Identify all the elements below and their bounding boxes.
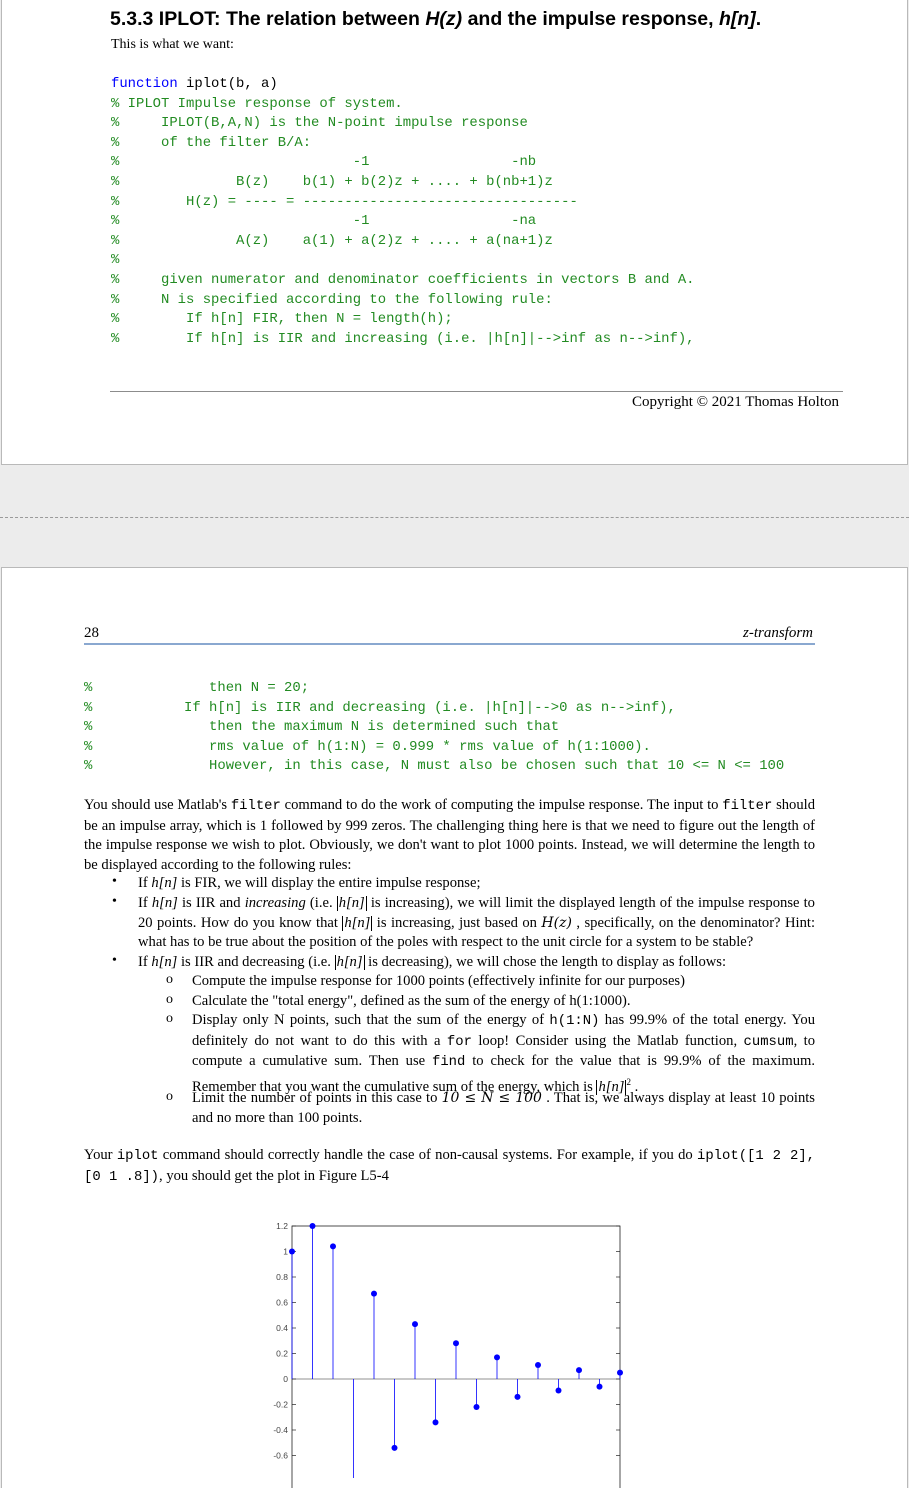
paragraph-filter: You should use Matlab's filter command to do the work of computing the impulse response. The input to filter should be an impulse array, which is 1 followed by 999 zeros. The challenging thing here is that we need to figure out the length of the impulse response we wish to plot. Obviously, we don't want to plot 1000 points. Instead, we will determine the length to be displayed according to the following rules:: [84, 797, 815, 873]
sub-bullet-icon: o: [166, 1011, 173, 1026]
y-tick-label: 0.2: [276, 1348, 288, 1359]
sub-bullet-display: Display only N points, such that the sum of the energy of h(1:N) has 99.9% of the total energy. You definitely do not want to do this with a for loop! Consider using the Matlab function, cumsum, to compute a cumulative sum. Then use find to check for the value that is 99.9% of the maximum. Remember that you want the cumulative sum of the energy, which is h[n] $^2$ .: [192, 1012, 816, 1095]
chapter-title: z-transform: [742, 625, 813, 641]
page-1: [1, 0, 908, 465]
y-tick-label: 0.4: [276, 1323, 288, 1333]
page-2: [1, 567, 908, 1488]
bullet-icon: •: [112, 874, 117, 889]
section-title: 5.3.3 IPLOT: The relation between H(z) and the impulse response, h[n].: [110, 8, 762, 30]
stem-marker: [392, 1445, 398, 1451]
lead-text: This is what we want:: [111, 37, 234, 52]
y-tick-label: -0.6: [273, 1450, 288, 1461]
bullet-icon: •: [112, 953, 117, 968]
stem-marker: [433, 1419, 439, 1425]
stem-marker: [453, 1340, 459, 1346]
page-number: 28: [84, 625, 99, 641]
y-tick-label: 0.8: [276, 1272, 288, 1282]
y-tick-label: 0: [283, 1374, 288, 1384]
stem-marker: [371, 1291, 377, 1297]
copyright: Copyright © 2021 Thomas Holton: [632, 394, 839, 410]
sub-bullet-icon: o: [166, 972, 173, 987]
stem-marker: [289, 1249, 295, 1255]
stem-marker: [576, 1367, 582, 1373]
code-block-2: % then N = 20; % If h[n] is IIR and decreasing (i.e. |h[n]|-->0 as n-->inf), % then the maximum N is determined such that % rms value of h(1:N) = 0.999 * rms value of h(1:1000). % However, in this case, N must also be chosen such that 10 <= N <= 100: [84, 680, 785, 775]
y-tick-label: 1.2: [276, 1221, 288, 1231]
bullet-icon: •: [112, 894, 117, 909]
y-tick-label: 1: [283, 1246, 288, 1257]
footer-rule: [110, 391, 843, 392]
sub-bullet-icon: o: [166, 992, 173, 1007]
y-tick-label: 0.6: [276, 1297, 288, 1308]
sub-bullet-energy: Calculate the "total energy", defined as the sum of the energy of h(1:1000).: [192, 993, 631, 1009]
paragraph-noncausal: Your iplot command should correctly handle the case of non-causal systems. For example, if you do iplot([1 2 2], [0 1 .8]), you should get the plot in Figure L5-4: [84, 1147, 815, 1185]
y-tick-label: -0.2: [273, 1399, 288, 1410]
stem-marker: [535, 1362, 541, 1368]
sub-bullet-compute: Compute the impulse response for 1000 points (effectively infinite for our purposes): [192, 973, 685, 989]
stem-marker: [556, 1387, 562, 1393]
stem-marker: [597, 1384, 603, 1390]
stem-marker: [494, 1354, 500, 1360]
bullet-iir-decreasing: If h[n] is IIR and decreasing (i.e. h[n] is decreasing), we will chose the length to display as follows:: [138, 954, 727, 970]
bullet-fir: If h[n] is FIR, we will display the entire impulse response;: [138, 875, 481, 891]
stem-marker: [474, 1404, 480, 1410]
stem-marker: [330, 1243, 336, 1249]
stem-marker: [617, 1370, 623, 1376]
impulse-response-chart: [2, 568, 908, 1488]
y-tick-label: -0.4: [273, 1425, 288, 1435]
stem-marker: [412, 1321, 418, 1327]
code-block-1: function iplot(b, a) % IPLOT Impulse response of system. % IPLOT(B,A,N) is the N-point impulse response % of the filter B/A: % -1 -nb % B(z) b(1) + b(2)z + .... + b(nb+1)z % H(z) = ---- = --------------------------------- % -1 -na % A(z) a(1) + a(2)z + .... + a(na+1)z % % given numerator and denominator coefficients in vectors B and A. % N is specified according to the following rule: % If h[n] FIR, then N = length(h); % If h[n] is IIR and increasing (i.e. |h[n]|-->inf as n-->inf),: [111, 76, 695, 347]
page-break-divider: [0, 517, 909, 518]
sub-bullet-icon: o: [166, 1089, 173, 1104]
bullet-iir-increasing: If h[n] is IIR and increasing (i.e. h[n] is increasing), we will limit the displayed length of the impulse response to 20 points. How do you know that h[n] is increasing, just based on H(z) , specifically, on the denominator? Hint: what has to be true about the position of the poles with respect to the unit circle for a system to be stable?: [138, 895, 815, 951]
stem-marker: [310, 1223, 316, 1229]
code-keyword: function: [111, 76, 178, 92]
sub-bullet-limit: Limit the number of points in this case to 10 ≤ N ≤ 100 . That is, we always display at least 10 points and no more than 100 points.: [192, 1090, 815, 1126]
stem-marker: [515, 1394, 521, 1400]
